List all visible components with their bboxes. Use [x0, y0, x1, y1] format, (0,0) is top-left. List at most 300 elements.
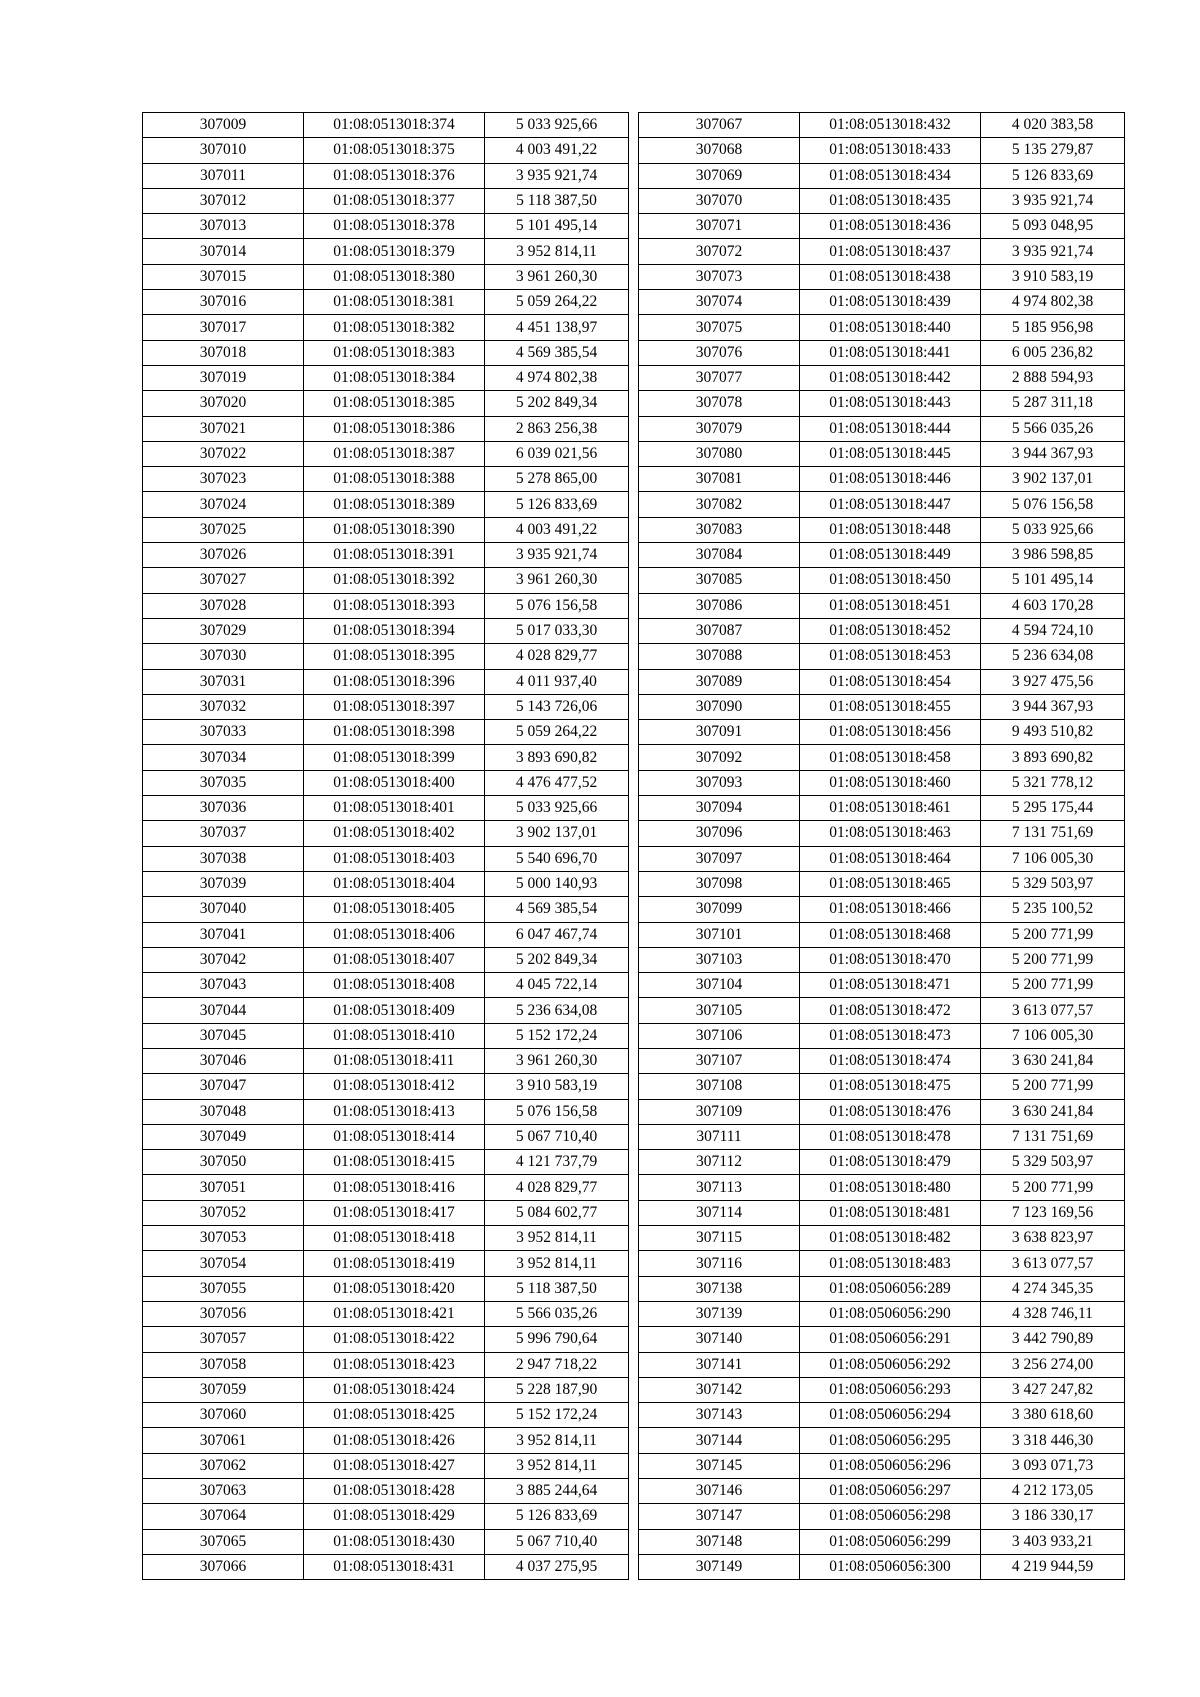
table-row — [143, 290, 629, 315]
table-row — [639, 264, 1125, 289]
cell-id: 307014 — [143, 239, 304, 264]
cell-id: 307018 — [143, 340, 304, 365]
data-table-right — [638, 112, 1125, 1580]
table-row — [639, 1453, 1125, 1478]
cell-id: 307107 — [639, 1048, 800, 1073]
cell-cadastral-number: 01:08:0506056:293 — [800, 1377, 981, 1402]
table-row — [143, 568, 629, 593]
cell-value: 2 947 718,22 — [485, 1352, 629, 1377]
table-row — [639, 821, 1125, 846]
cell-cadastral-number: 01:08:0513018:449 — [800, 543, 981, 568]
cell-cadastral-number: 01:08:0513018:415 — [304, 1150, 485, 1175]
cell-cadastral-number: 01:08:0513018:425 — [304, 1403, 485, 1428]
cell-cadastral-number: 01:08:0506056:292 — [800, 1352, 981, 1377]
cell-cadastral-number: 01:08:0513018:411 — [304, 1048, 485, 1073]
cell-cadastral-number: 01:08:0513018:390 — [304, 517, 485, 542]
cell-cadastral-number: 01:08:0513018:421 — [304, 1301, 485, 1326]
cell-id: 307103 — [639, 947, 800, 972]
cell-value: 5 295 175,44 — [981, 796, 1125, 821]
cell-id: 307073 — [639, 264, 800, 289]
cell-value: 5 540 696,70 — [485, 846, 629, 871]
cell-value: 4 028 829,77 — [485, 644, 629, 669]
cell-id: 307048 — [143, 1099, 304, 1124]
table-row — [639, 846, 1125, 871]
cell-id: 307035 — [143, 770, 304, 795]
table-row — [143, 1529, 629, 1554]
cell-value: 5 566 035,26 — [485, 1301, 629, 1326]
cell-id: 307054 — [143, 1251, 304, 1276]
cell-value: 3 952 814,11 — [485, 239, 629, 264]
cell-value: 5 135 279,87 — [981, 138, 1125, 163]
table-row — [143, 922, 629, 947]
cell-value: 4 003 491,22 — [485, 138, 629, 163]
cell-id: 307050 — [143, 1150, 304, 1175]
table-row — [639, 1175, 1125, 1200]
cell-value: 6 047 467,74 — [485, 922, 629, 947]
table-row — [143, 1377, 629, 1402]
table-row — [143, 1403, 629, 1428]
cell-value: 3 893 690,82 — [485, 745, 629, 770]
cell-cadastral-number: 01:08:0513018:379 — [304, 239, 485, 264]
table-row — [639, 391, 1125, 416]
cell-id: 307031 — [143, 669, 304, 694]
table-row — [143, 188, 629, 213]
cell-cadastral-number: 01:08:0513018:407 — [304, 947, 485, 972]
table-row — [143, 745, 629, 770]
cell-value: 3 952 814,11 — [485, 1453, 629, 1478]
cell-value: 4 028 829,77 — [485, 1175, 629, 1200]
cell-cadastral-number: 01:08:0513018:451 — [800, 593, 981, 618]
cell-value: 3 935 921,74 — [485, 163, 629, 188]
cell-id: 307009 — [143, 113, 304, 138]
cell-cadastral-number: 01:08:0513018:427 — [304, 1453, 485, 1478]
cell-cadastral-number: 01:08:0513018:386 — [304, 416, 485, 441]
cell-value: 5 126 833,69 — [981, 163, 1125, 188]
cell-id: 307028 — [143, 593, 304, 618]
cell-value: 4 603 170,28 — [981, 593, 1125, 618]
cell-cadastral-number: 01:08:0513018:447 — [800, 492, 981, 517]
cell-cadastral-number: 01:08:0513018:416 — [304, 1175, 485, 1200]
table-row — [639, 694, 1125, 719]
table-row — [143, 1327, 629, 1352]
cell-value: 5 084 602,77 — [485, 1200, 629, 1225]
cell-cadastral-number: 01:08:0506056:297 — [800, 1479, 981, 1504]
cell-cadastral-number: 01:08:0506056:299 — [800, 1529, 981, 1554]
cell-cadastral-number: 01:08:0513018:475 — [800, 1074, 981, 1099]
cell-value: 4 569 385,54 — [485, 340, 629, 365]
cell-cadastral-number: 01:08:0513018:429 — [304, 1504, 485, 1529]
cell-id: 307079 — [639, 416, 800, 441]
table-row — [143, 720, 629, 745]
cell-cadastral-number: 01:08:0513018:466 — [800, 897, 981, 922]
table-row — [143, 1554, 629, 1579]
cell-id: 307036 — [143, 796, 304, 821]
cell-cadastral-number: 01:08:0513018:402 — [304, 821, 485, 846]
table-row — [639, 973, 1125, 998]
table-row — [143, 416, 629, 441]
table-row — [639, 897, 1125, 922]
cell-id: 307068 — [639, 138, 800, 163]
cell-cadastral-number: 01:08:0513018:450 — [800, 568, 981, 593]
table-row — [143, 1504, 629, 1529]
cell-value: 4 476 477,52 — [485, 770, 629, 795]
table-row — [639, 365, 1125, 390]
table-row — [143, 1200, 629, 1225]
cell-id: 307087 — [639, 618, 800, 643]
cell-value: 5 200 771,99 — [981, 922, 1125, 947]
table-row — [639, 1504, 1125, 1529]
cell-id: 307098 — [639, 871, 800, 896]
cell-value: 5 200 771,99 — [981, 1175, 1125, 1200]
cell-cadastral-number: 01:08:0513018:382 — [304, 315, 485, 340]
table-row — [143, 644, 629, 669]
table-row — [143, 998, 629, 1023]
cell-cadastral-number: 01:08:0513018:431 — [304, 1554, 485, 1579]
cell-cadastral-number: 01:08:0513018:443 — [800, 391, 981, 416]
cell-value: 3 442 790,89 — [981, 1327, 1125, 1352]
cell-value: 3 935 921,74 — [981, 239, 1125, 264]
table-row — [143, 1226, 629, 1251]
cell-value: 3 935 921,74 — [485, 543, 629, 568]
cell-id: 307029 — [143, 618, 304, 643]
cell-id: 307083 — [639, 517, 800, 542]
cell-cadastral-number: 01:08:0513018:408 — [304, 973, 485, 998]
cell-value: 5 126 833,69 — [485, 1504, 629, 1529]
cell-id: 307025 — [143, 517, 304, 542]
cell-id: 307084 — [639, 543, 800, 568]
cell-cadastral-number: 01:08:0513018:388 — [304, 467, 485, 492]
cell-value: 5 033 925,66 — [485, 796, 629, 821]
cell-id: 307078 — [639, 391, 800, 416]
cell-cadastral-number: 01:08:0513018:403 — [304, 846, 485, 871]
cell-id: 307106 — [639, 1023, 800, 1048]
cell-id: 307023 — [143, 467, 304, 492]
cell-id: 307113 — [639, 1175, 800, 1200]
table-row — [639, 543, 1125, 568]
table-row — [639, 871, 1125, 896]
cell-value: 3 638 823,97 — [981, 1226, 1125, 1251]
cell-value: 4 219 944,59 — [981, 1554, 1125, 1579]
table-row — [639, 770, 1125, 795]
cell-value: 4 569 385,54 — [485, 897, 629, 922]
cell-value: 6 039 021,56 — [485, 441, 629, 466]
table-row — [143, 770, 629, 795]
cell-cadastral-number: 01:08:0513018:418 — [304, 1226, 485, 1251]
table-row — [143, 1428, 629, 1453]
table-row — [639, 492, 1125, 517]
cell-value: 5 236 634,08 — [981, 644, 1125, 669]
cell-id: 307057 — [143, 1327, 304, 1352]
cell-id: 307046 — [143, 1048, 304, 1073]
cell-cadastral-number: 01:08:0513018:378 — [304, 214, 485, 239]
cell-cadastral-number: 01:08:0513018:400 — [304, 770, 485, 795]
cell-cadastral-number: 01:08:0513018:394 — [304, 618, 485, 643]
cell-value: 5 000 140,93 — [485, 871, 629, 896]
cell-value: 3 961 260,30 — [485, 568, 629, 593]
cell-cadastral-number: 01:08:0513018:448 — [800, 517, 981, 542]
cell-id: 307067 — [639, 113, 800, 138]
cell-value: 3 952 814,11 — [485, 1428, 629, 1453]
table-row — [639, 593, 1125, 618]
cell-value: 5 200 771,99 — [981, 1074, 1125, 1099]
cell-id: 307096 — [639, 821, 800, 846]
cell-value: 5 076 156,58 — [485, 1099, 629, 1124]
cell-value: 3 427 247,82 — [981, 1377, 1125, 1402]
table-row — [639, 1251, 1125, 1276]
table-row — [143, 1150, 629, 1175]
cell-cadastral-number: 01:08:0513018:413 — [304, 1099, 485, 1124]
table-row — [639, 1200, 1125, 1225]
table-row — [639, 644, 1125, 669]
cell-value: 5 228 187,90 — [485, 1377, 629, 1402]
cell-id: 307093 — [639, 770, 800, 795]
table-row — [639, 340, 1125, 365]
cell-value: 3 318 446,30 — [981, 1428, 1125, 1453]
cell-cadastral-number: 01:08:0513018:419 — [304, 1251, 485, 1276]
cell-cadastral-number: 01:08:0513018:391 — [304, 543, 485, 568]
cell-id: 307146 — [639, 1479, 800, 1504]
cell-id: 307111 — [639, 1124, 800, 1149]
cell-cadastral-number: 01:08:0513018:377 — [304, 188, 485, 213]
cell-id: 307145 — [639, 1453, 800, 1478]
cell-cadastral-number: 01:08:0513018:401 — [304, 796, 485, 821]
table-row — [143, 618, 629, 643]
cell-cadastral-number: 01:08:0513018:440 — [800, 315, 981, 340]
cell-value: 4 020 383,58 — [981, 113, 1125, 138]
table-row — [639, 113, 1125, 138]
cell-value: 3 885 244,64 — [485, 1479, 629, 1504]
cell-id: 307034 — [143, 745, 304, 770]
cell-cadastral-number: 01:08:0513018:424 — [304, 1377, 485, 1402]
cell-cadastral-number: 01:08:0513018:461 — [800, 796, 981, 821]
cell-cadastral-number: 01:08:0513018:393 — [304, 593, 485, 618]
cell-id: 307052 — [143, 1200, 304, 1225]
table-row — [143, 1479, 629, 1504]
cell-cadastral-number: 01:08:0506056:296 — [800, 1453, 981, 1478]
cell-value: 4 045 722,14 — [485, 973, 629, 998]
cell-value: 5 235 100,52 — [981, 897, 1125, 922]
table-row — [639, 796, 1125, 821]
table-row — [143, 669, 629, 694]
cell-value: 5 996 790,64 — [485, 1327, 629, 1352]
cell-value: 3 256 274,00 — [981, 1352, 1125, 1377]
cell-id: 307109 — [639, 1099, 800, 1124]
cell-id: 307058 — [143, 1352, 304, 1377]
cell-cadastral-number: 01:08:0513018:404 — [304, 871, 485, 896]
cell-cadastral-number: 01:08:0513018:454 — [800, 669, 981, 694]
cell-value: 3 910 583,19 — [485, 1074, 629, 1099]
cell-id: 307010 — [143, 138, 304, 163]
cell-value: 5 200 771,99 — [981, 947, 1125, 972]
cell-cadastral-number: 01:08:0513018:463 — [800, 821, 981, 846]
cell-value: 4 121 737,79 — [485, 1150, 629, 1175]
table-row — [143, 1276, 629, 1301]
cell-id: 307097 — [639, 846, 800, 871]
cell-cadastral-number: 01:08:0513018:430 — [304, 1529, 485, 1554]
table-row — [639, 618, 1125, 643]
cell-cadastral-number: 01:08:0513018:392 — [304, 568, 485, 593]
cell-id: 307066 — [143, 1554, 304, 1579]
table-row — [143, 517, 629, 542]
cell-id: 307149 — [639, 1554, 800, 1579]
cell-cadastral-number: 01:08:0513018:476 — [800, 1099, 981, 1124]
table-row — [639, 1403, 1125, 1428]
cell-cadastral-number: 01:08:0513018:468 — [800, 922, 981, 947]
cell-cadastral-number: 01:08:0513018:478 — [800, 1124, 981, 1149]
cell-id: 307059 — [143, 1377, 304, 1402]
table-row — [639, 441, 1125, 466]
cell-cadastral-number: 01:08:0513018:460 — [800, 770, 981, 795]
cell-value: 5 152 172,24 — [485, 1403, 629, 1428]
table-row — [639, 467, 1125, 492]
cell-value: 3 952 814,11 — [485, 1226, 629, 1251]
cell-id: 307047 — [143, 1074, 304, 1099]
table-row — [639, 1301, 1125, 1326]
cell-id: 307077 — [639, 365, 800, 390]
cell-id: 307049 — [143, 1124, 304, 1149]
cell-id: 307090 — [639, 694, 800, 719]
cell-cadastral-number: 01:08:0513018:483 — [800, 1251, 981, 1276]
table-row — [639, 1023, 1125, 1048]
cell-id: 307101 — [639, 922, 800, 947]
cell-id: 307027 — [143, 568, 304, 593]
cell-id: 307139 — [639, 1301, 800, 1326]
cell-value: 4 328 746,11 — [981, 1301, 1125, 1326]
cell-cadastral-number: 01:08:0513018:412 — [304, 1074, 485, 1099]
cell-value: 7 131 751,69 — [981, 1124, 1125, 1149]
cell-id: 307140 — [639, 1327, 800, 1352]
table-row — [639, 1428, 1125, 1453]
cell-cadastral-number: 01:08:0513018:445 — [800, 441, 981, 466]
cell-cadastral-number: 01:08:0513018:396 — [304, 669, 485, 694]
table-row — [143, 492, 629, 517]
cell-value: 7 131 751,69 — [981, 821, 1125, 846]
table-row — [143, 1453, 629, 1478]
table-row — [639, 1124, 1125, 1149]
cell-cadastral-number: 01:08:0513018:381 — [304, 290, 485, 315]
cell-id: 307053 — [143, 1226, 304, 1251]
table-row — [143, 163, 629, 188]
cell-value: 5 101 495,14 — [981, 568, 1125, 593]
cell-id: 307141 — [639, 1352, 800, 1377]
table-row — [143, 239, 629, 264]
cell-cadastral-number: 01:08:0513018:455 — [800, 694, 981, 719]
table-row — [143, 1175, 629, 1200]
cell-cadastral-number: 01:08:0513018:380 — [304, 264, 485, 289]
cell-cadastral-number: 01:08:0513018:389 — [304, 492, 485, 517]
cell-cadastral-number: 01:08:0513018:414 — [304, 1124, 485, 1149]
cell-value: 2 863 256,38 — [485, 416, 629, 441]
cell-id: 307022 — [143, 441, 304, 466]
cell-id: 307099 — [639, 897, 800, 922]
cell-value: 5 059 264,22 — [485, 720, 629, 745]
cell-id: 307065 — [143, 1529, 304, 1554]
cell-value: 3 952 814,11 — [485, 1251, 629, 1276]
table-row — [639, 290, 1125, 315]
table-row — [639, 568, 1125, 593]
table-row — [143, 391, 629, 416]
cell-cadastral-number: 01:08:0513018:374 — [304, 113, 485, 138]
cell-cadastral-number: 01:08:0513018:473 — [800, 1023, 981, 1048]
cell-id: 307070 — [639, 188, 800, 213]
cell-cadastral-number: 01:08:0513018:410 — [304, 1023, 485, 1048]
cell-value: 7 106 005,30 — [981, 846, 1125, 871]
table-body — [639, 113, 1125, 1580]
table-row — [143, 1251, 629, 1276]
cell-id: 307037 — [143, 821, 304, 846]
cell-id: 307082 — [639, 492, 800, 517]
cell-cadastral-number: 01:08:0513018:474 — [800, 1048, 981, 1073]
cell-id: 307033 — [143, 720, 304, 745]
table-row — [639, 315, 1125, 340]
cell-cadastral-number: 01:08:0506056:295 — [800, 1428, 981, 1453]
cell-value: 3 186 330,17 — [981, 1504, 1125, 1529]
cell-id: 307063 — [143, 1479, 304, 1504]
table-row — [143, 340, 629, 365]
cell-id: 307074 — [639, 290, 800, 315]
cell-id: 307026 — [143, 543, 304, 568]
cell-id: 307114 — [639, 1200, 800, 1225]
cell-cadastral-number: 01:08:0513018:465 — [800, 871, 981, 896]
cell-value: 3 961 260,30 — [485, 1048, 629, 1073]
table-row — [143, 315, 629, 340]
table-row — [639, 1529, 1125, 1554]
cell-id: 307108 — [639, 1074, 800, 1099]
cell-cadastral-number: 01:08:0513018:472 — [800, 998, 981, 1023]
cell-cadastral-number: 01:08:0513018:422 — [304, 1327, 485, 1352]
cell-value: 3 944 367,93 — [981, 694, 1125, 719]
cell-value: 3 927 475,56 — [981, 669, 1125, 694]
cell-cadastral-number: 01:08:0513018:428 — [304, 1479, 485, 1504]
cell-cadastral-number: 01:08:0513018:437 — [800, 239, 981, 264]
cell-id: 307143 — [639, 1403, 800, 1428]
cell-id: 307011 — [143, 163, 304, 188]
cell-cadastral-number: 01:08:0513018:436 — [800, 214, 981, 239]
cell-cadastral-number: 01:08:0513018:423 — [304, 1352, 485, 1377]
cell-id: 307138 — [639, 1276, 800, 1301]
table-row — [639, 745, 1125, 770]
cell-cadastral-number: 01:08:0513018:376 — [304, 163, 485, 188]
cell-id: 307045 — [143, 1023, 304, 1048]
cell-value: 3 944 367,93 — [981, 441, 1125, 466]
cell-id: 307075 — [639, 315, 800, 340]
table-row — [143, 214, 629, 239]
table-row — [639, 720, 1125, 745]
cell-id: 307060 — [143, 1403, 304, 1428]
cell-cadastral-number: 01:08:0513018:385 — [304, 391, 485, 416]
cell-value: 5 059 264,22 — [485, 290, 629, 315]
cell-cadastral-number: 01:08:0513018:399 — [304, 745, 485, 770]
table-row — [639, 1327, 1125, 1352]
cell-cadastral-number: 01:08:0513018:456 — [800, 720, 981, 745]
cell-value: 3 961 260,30 — [485, 264, 629, 289]
table-row — [639, 517, 1125, 542]
table-row — [143, 543, 629, 568]
cell-value: 6 005 236,82 — [981, 340, 1125, 365]
cell-id: 307069 — [639, 163, 800, 188]
cell-id: 307061 — [143, 1428, 304, 1453]
cell-value: 5 093 048,95 — [981, 214, 1125, 239]
cell-value: 4 974 802,38 — [485, 365, 629, 390]
cell-value: 3 630 241,84 — [981, 1099, 1125, 1124]
cell-id: 307071 — [639, 214, 800, 239]
cell-value: 3 910 583,19 — [981, 264, 1125, 289]
table-row — [143, 441, 629, 466]
table-row — [639, 1074, 1125, 1099]
table-row — [639, 1479, 1125, 1504]
cell-value: 5 287 311,18 — [981, 391, 1125, 416]
cell-cadastral-number: 01:08:0513018:453 — [800, 644, 981, 669]
